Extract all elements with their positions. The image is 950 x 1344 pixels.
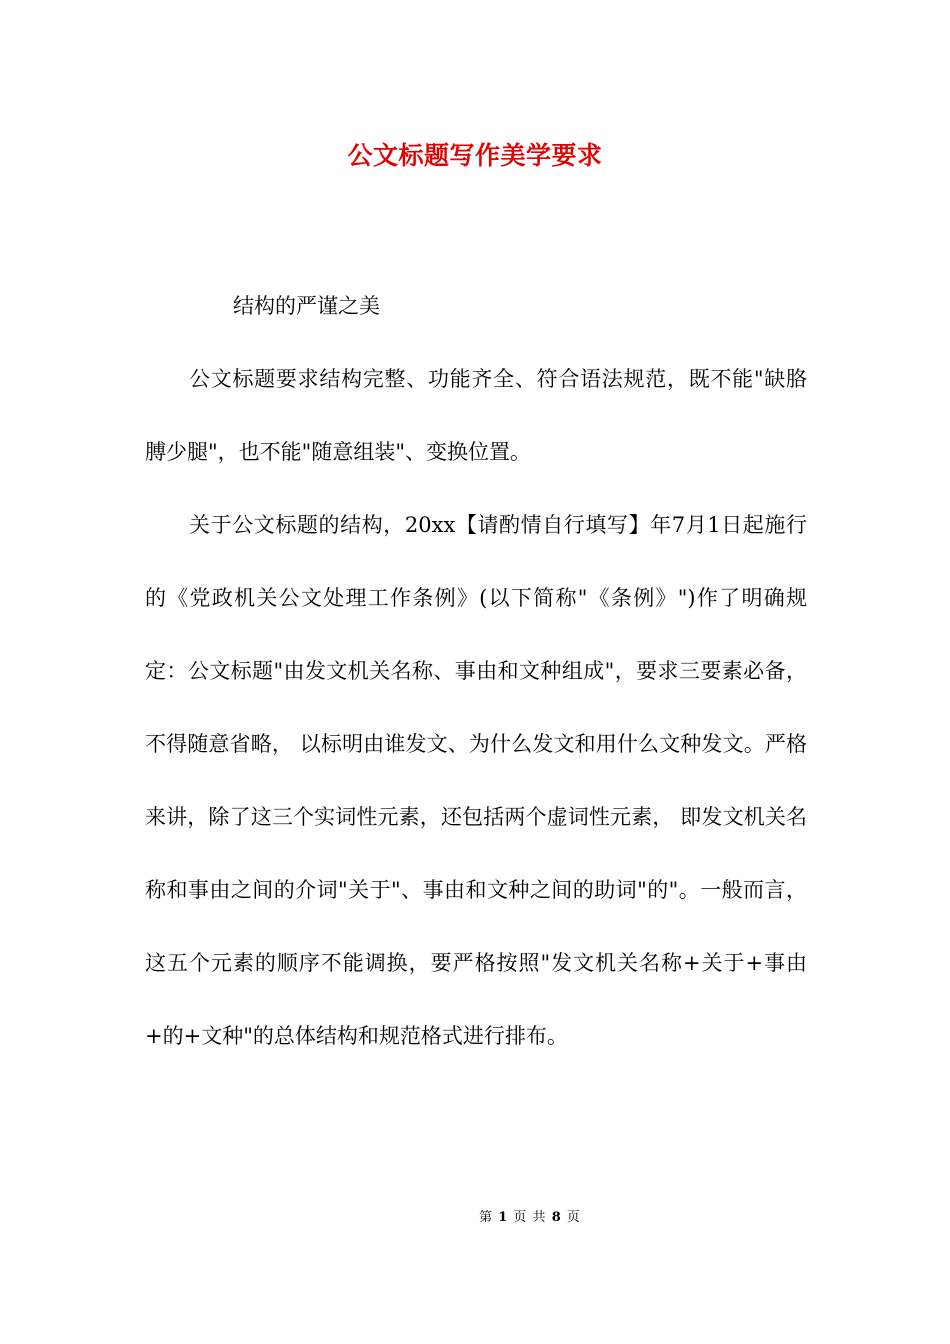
footer-suffix: 页 <box>566 1210 581 1225</box>
paragraph-1: 公文标题要求结构完整、功能齐全、符合语法规范，既不能"缺胳膊少腿"，也不能"随意组装"、变换位置。 <box>145 367 807 464</box>
footer-total-pages: 8 <box>551 1210 562 1225</box>
footer-prefix: 第 <box>479 1210 494 1225</box>
footer-current-page: 1 <box>498 1210 509 1225</box>
paragraph-2: 关于公文标题的结构，20xx【请酌情自行填写】年7月1日起施行的《党政机关公文处理工作条例》(以下简称"《条例》")作了明确规定：公文标题"由发文机关名称、事由和文种组成"，要求三要素必备，不得随意省略， 以标明由谁发文、为什么发文和用什么文种发文。严格来讲，除了这三个实词性元素，还包括两个虚词性元素， 即发文机关名称和事由之间的介词"关于"、事由和文种之间的助词"的"。一般而言，这五个元素的顺序不能调换，要严格按照"发文机关名称+关于+事由+的+文种"的总体结构和规范格式进行排布。 <box>145 513 807 1048</box>
footer-middle: 页 共 <box>513 1210 547 1225</box>
page-footer <box>0 1208 950 1228</box>
document-title: 公文标题写作美学要求 <box>347 141 603 170</box>
section-heading: 结构的严谨之美 <box>233 294 380 318</box>
document-body <box>145 270 807 1073</box>
